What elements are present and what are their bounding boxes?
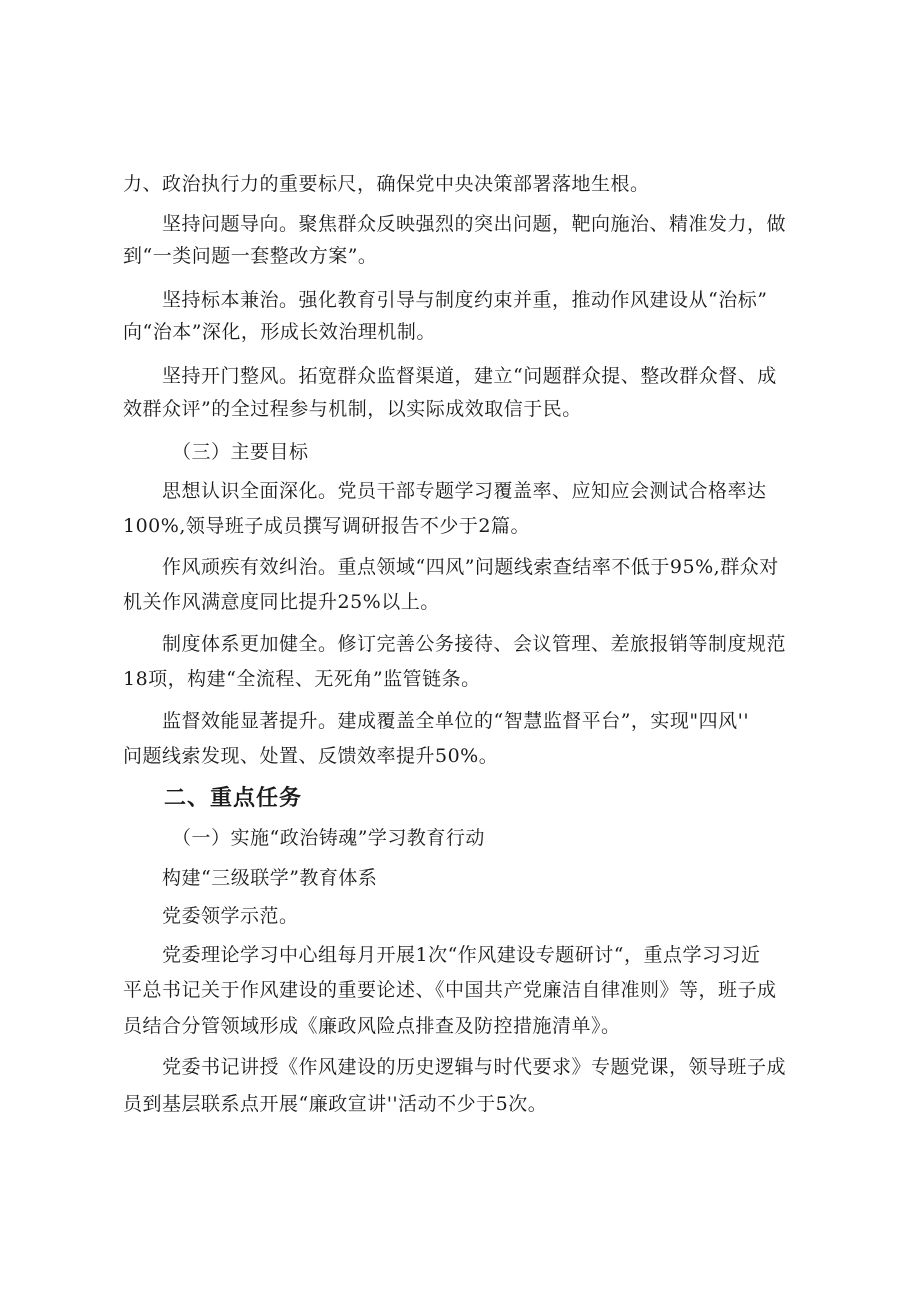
paragraph-line: 员结合分管领域形成《廉政风险点排查及防控措施清单》。 bbox=[123, 1015, 621, 1037]
paragraph-line: 党委理论学习中心组每月开展1次“作风建设专题研讨“，重点学习习近 bbox=[123, 944, 761, 966]
paragraph-line: 到“一类问题一套整改方案”。 bbox=[123, 245, 378, 267]
paragraph-line: 100%,领导班子成员撰写调研报告不少于2篇。 bbox=[123, 515, 530, 537]
paragraph-line: 坚持开门整风。拓宽群众监督渠道，建立“问题群众提、整改群众督、成 bbox=[123, 365, 777, 387]
paragraph-line: 平总书记关于作风建设的重要论述、《中国共产党廉洁自律准则》等，班子成 bbox=[123, 979, 777, 1001]
paragraph-line: 问题线索发现、处置、反馈效率提升50%。 bbox=[123, 745, 499, 767]
paragraph-line: 作风顽疾有效纠治。重点领域“四风”问题线索查结率不低于95%,群众对 bbox=[123, 556, 779, 578]
paragraph-line: 机关作风满意度同比提升25%以上。 bbox=[123, 591, 440, 613]
paragraph-line: 力、政治执行力的重要标尺，确保党中央决策部署落地生根。 bbox=[123, 173, 650, 195]
paragraph-line: 思想认识全面深化。党员干部专题学习覆盖率、应知应会测试合格率达 bbox=[123, 480, 767, 502]
paragraph-line: 效群众评”的全过程参与机制，以实际成效取信于民。 bbox=[123, 398, 582, 420]
paragraph-line: 构建“三级联学”教育体系 bbox=[123, 867, 378, 889]
paragraph-line: 党委领学示范。 bbox=[123, 905, 299, 927]
paragraph-line: 制度体系更加健全。修订完善公务接待、会议管理、差旅报销等制度规范 bbox=[123, 633, 787, 655]
paragraph-line: 监督效能显著提升。建成覆盖全单位的“智慧监督平台”，实现"四风'' bbox=[123, 710, 750, 732]
paragraph-line: 向“治本”深化，形成长效治理机制。 bbox=[123, 321, 436, 343]
paragraph-line: 员到基层联系点开展“廉政宣讲''活动不少于5次。 bbox=[123, 1093, 548, 1115]
subsection-heading: （一）实施“政治铸魂”学习教育行动 bbox=[123, 827, 485, 849]
section-heading: 二、重点任务 bbox=[164, 786, 303, 811]
paragraph-line: 坚持标本兼治。强化教育引导与制度约束并重，推动作风建设从“治标” bbox=[123, 289, 768, 311]
subsection-heading: （三）主要目标 bbox=[123, 441, 309, 463]
paragraph-line: 党委书记讲授《作风建设的历史逻辑与时代要求》专题党课，领导班子成 bbox=[123, 1056, 787, 1078]
paragraph-line: 18项，构建“全流程、无死角”监管链条。 bbox=[123, 668, 481, 690]
paragraph-line: 坚持问题导向。聚焦群众反映强烈的突出问题，靶向施治、精准发力，做 bbox=[123, 213, 787, 235]
